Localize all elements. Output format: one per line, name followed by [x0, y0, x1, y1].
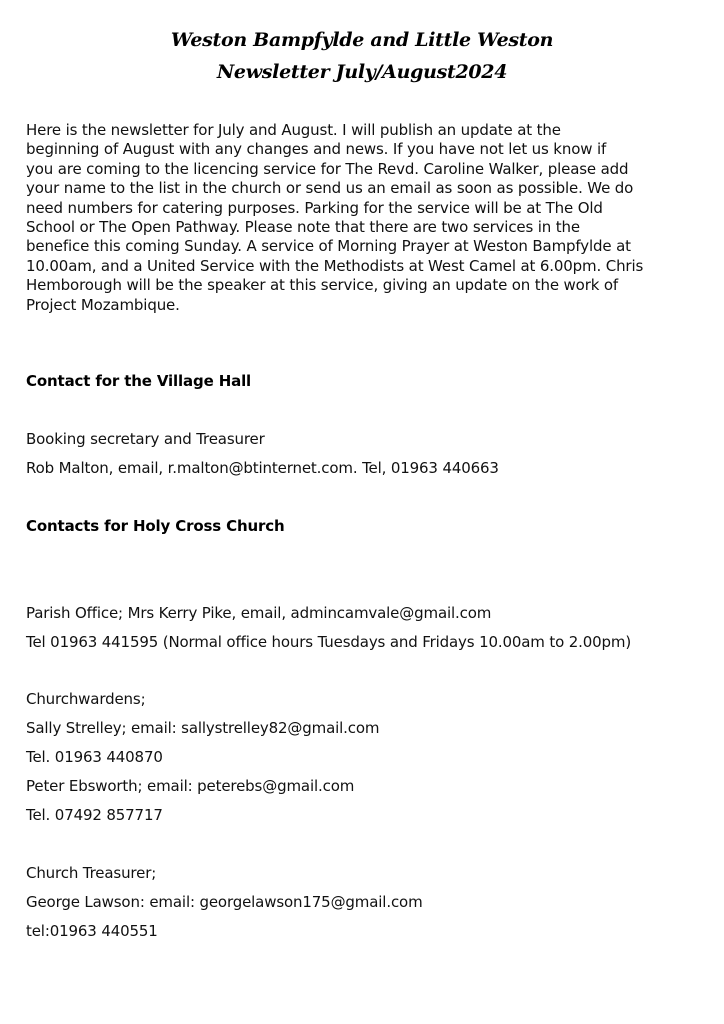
treasurer-tel: tel:01963 440551	[26, 922, 158, 940]
village-hall-contact: Rob Malton, email, r.malton@btinternet.com. Tel, 01963 440663	[26, 459, 499, 477]
newsletter-subtitle: Newsletter July/August2024	[216, 61, 508, 83]
treasurer-contact: George Lawson: email: georgelawson175@gmail.com	[26, 893, 423, 911]
churchwarden-2: Peter Ebsworth; email: peterebs@gmail.com	[26, 777, 355, 795]
parish-office-contact: Parish Office; Mrs Kerry Pike, email, admincamvale@gmail.com	[26, 604, 492, 622]
churchwarden-2-tel: Tel. 07492 857717	[26, 806, 163, 824]
church-heading: Contacts for Holy Cross Church	[26, 517, 285, 535]
village-hall-role: Booking secretary and Treasurer	[26, 430, 265, 448]
churchwarden-1-tel: Tel. 01963 440870	[26, 748, 163, 766]
churchwardens-label: Churchwardens;	[26, 690, 146, 708]
intro-paragraph: Here is the newsletter for July and August. I will publish an update at the beginning of August with any changes and news. If you have not let us know if you are coming to the licencing service for The Revd. Caroline Walker, please add your name to the list in the church or send us an email as soon as possible. We do need numbers for catering purposes. Parking for the service will be at The Old School or The Open Pathway. Please note that there are two services in the benefice this coming Sunday. A service of Morning Prayer at Weston Bampfylde at 10.00am, and a United Service with the Methodists at West Camel at 6.00pm. Chris Hemborough will be the speaker at this service, giving an update on the work of Project Mozambique.	[26, 121, 644, 314]
treasurer-label: Church Treasurer;	[26, 864, 157, 882]
churchwarden-1: Sally Strelley; email: sallystrelley82@gmail.com	[26, 719, 380, 737]
village-hall-heading: Contact for the Village Hall	[26, 372, 252, 390]
newsletter-title: Weston Bampfylde and Little Weston	[170, 29, 554, 51]
parish-office-tel: Tel 01963 441595 (Normal office hours Tuesdays and Fridays 10.00am to 2.00pm)	[26, 633, 632, 651]
